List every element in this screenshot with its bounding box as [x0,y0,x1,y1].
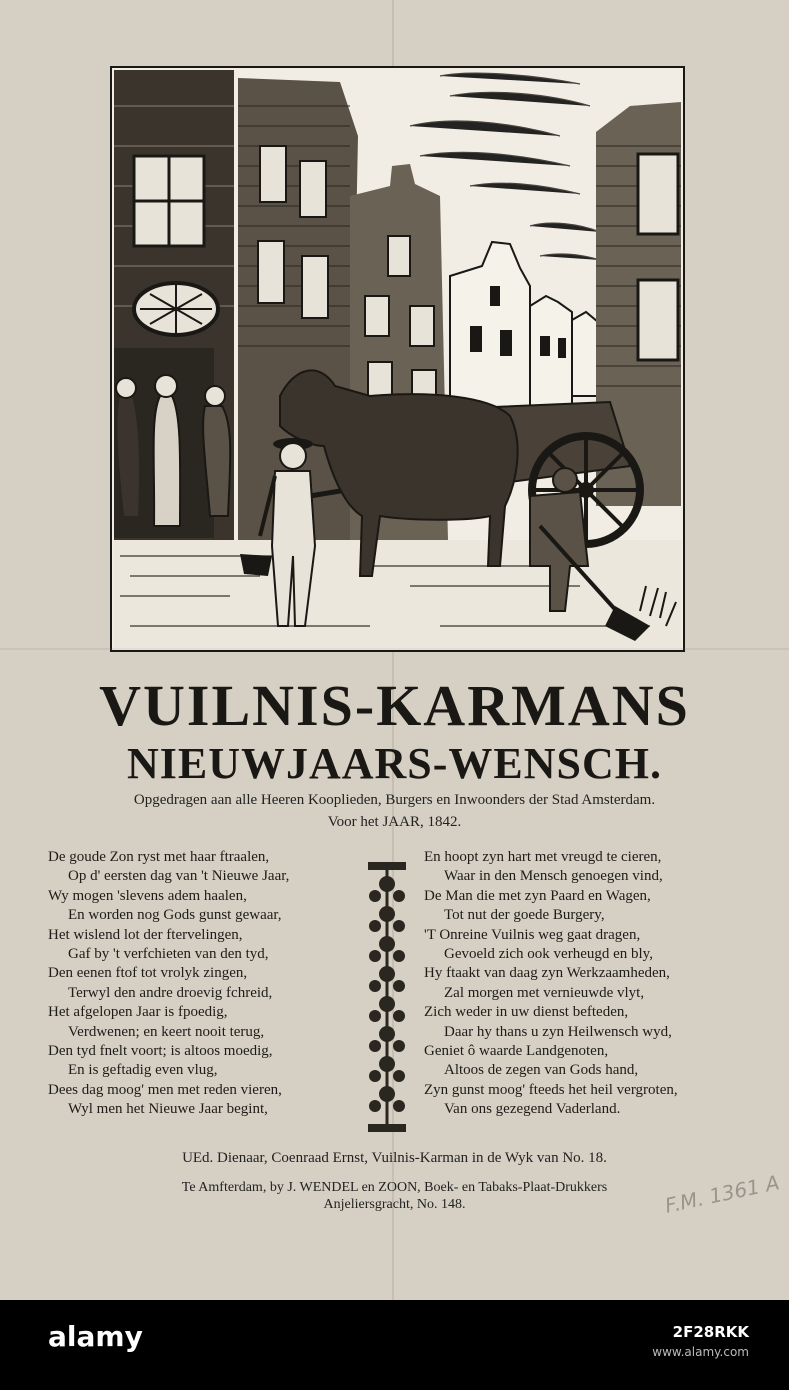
verse-line: Gaf by 't verfchieten van den tyd, [68,946,269,963]
verse-line: En is geftadig even vlug, [68,1062,218,1079]
verse-line: Zal morgen met vernieuwde vlyt, [444,984,645,1001]
imprint-line-2: Anjeliersgracht, No. 148. [323,1197,466,1212]
pencil-inventory-note: F.M. 1361 A [662,1170,782,1218]
verse-line: Tot nut der goede Burgery, [444,907,605,924]
verse-line: De goude Zon ryst met haar ftraalen, [48,849,270,865]
title-line-2: NIEUWJAARS-WENSCH. [126,739,663,788]
verse-line: Zich weder in uw dienst befteden, [424,1004,629,1021]
verse-line: En worden nog Gods gunst gewaar, [68,907,282,924]
verse-line: Daar hy thans u zyn Heilwensch wyd, [444,1023,672,1040]
verse-line: En hoopt zyn hart met vreugd te cieren, [424,849,662,865]
verse-line: Waar in den Mensch genoegen vind, [444,868,663,885]
stock-url: www.alamy.com [652,1345,749,1359]
verse-line: 'T Onreine Vuilnis weg gaat dragen, [424,926,641,943]
verse-line: Wyl men het Nieuwe Jaar begint, [68,1101,268,1118]
verse-line: Geniet ô waarde Landgenoten, [424,1043,609,1060]
verse-line: Op d' eersten dag van 't Nieuwe Jaar, [68,868,290,885]
verse-line: De Man die met zyn Paard en Wagen, [424,887,651,904]
verse-line: Altoos de zegen van Gods hand, [444,1062,639,1079]
signature-line: UEd. Dienaar, Coenraad Ernst, Vuilnis-Karman in de Wyk van No. 18. [182,1150,607,1166]
imprint-line-1: Te Amfterdam, by J. WENDEL en ZOON, Boek- en Tabaks-Plaat-Drukkers [181,1180,608,1195]
verse-line: Dees dag moog' men met reden vieren, [48,1081,282,1098]
floral-ornament-column [364,860,410,1136]
stock-image-id: 2F28RKK [672,1323,749,1341]
stock-brand-logo: alamy [48,1320,143,1353]
verse-line: Wy mogen 'slevens adem haalen, [48,887,247,904]
year-line: Voor het JAAR, 1842. [327,814,462,830]
verse-line: Het afgelopen Jaar is fpoedig, [48,1004,228,1021]
verse-left-column [48,848,289,1120]
verse-line: Den eenen ftof tot vrolyk zingen, [48,965,248,982]
title-line-1: VUILNIS-KARMANS [99,673,690,738]
verse-line: Hy ftaakt van daag zyn Werkzaamheden, [424,965,670,982]
verse-right-column [424,848,678,1120]
verse-line: Gevoeld zich ook verheugd en bly, [444,946,653,963]
verse-line: Zyn gunst moog' fteeds het heil vergroten, [424,1081,678,1098]
verse-line: Verdwenen; en keert nooit terug, [68,1023,265,1040]
dedication-line: Opgedragen aan alle Heeren Kooplieden, Burgers en Inwoonders der Stad Amsterdam. [133,792,656,808]
verse-line: Den tyd fnelt voort; is altoos moedig, [48,1043,273,1060]
verse-line: Het wislend lot der ftervelingen, [48,926,243,943]
verse-line: Van ons gezegend Vaderland. [444,1101,621,1118]
woodcut-illustration [110,66,685,652]
verse-line: Terwyl den andre droevig fchreid, [68,984,273,1001]
